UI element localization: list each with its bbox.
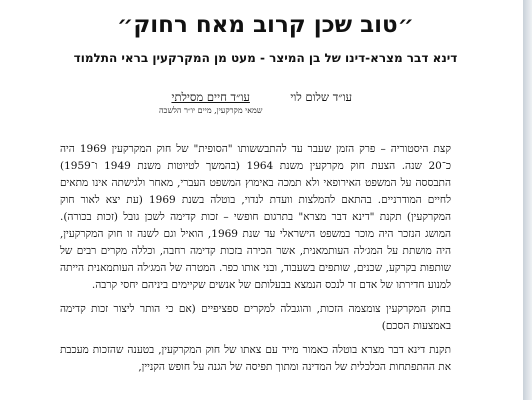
paragraph-1: קצת היסטוריה – פרק הזמן שעבר עד להתבששותו "הסופית" של חוק המקרקעין 1969 היה כ־20 שנה. הצעת חוק מקרקעין משנת 1964 (בהמשך לטיוטות משנת 1949 ו־1959) התבססה על המשפט האירופאי ולא תמכה באימוץ המשפט העברי, מאחר ולגישתה אינו מתאים לחיים המודרניים. בהתאם להמלצות וועדת לנדוי, בוטלה בשנת 1969 (עת יצא לאור חוק המקרקעין) תקנת "דינא דבר מצרא" בתרגום חופשי – זכות קדימה לשכן גובל (זכות בכורה). המושג הנזכר היה מוכר במשפט הישראלי עד שנת 1969, הואיל וגם לשנה זו חוק המקרקעין, היה מושתת על המג׳לה העותמאנית, אשר הכירה בזכות קדימה רחבה, וכללה מקרים רבים של שותפות בקרקע, שכנים, שותפים בשעבוד, ובני אותו כפר. המטרה של המג׳לה העותמאנית הייתה למנוע חדירתו של אדם זר לנכס הנמצא בבעלותם של אנשים שקיימים ביניהם יחסי קרבה. [60,143,452,291]
author-2 [159,90,262,115]
author-2-name: עו״ד חיים מסילתי [171,90,250,104]
paragraph-3: תקנת דינא דבר מצרא בוטלה כאמור מייד עם צאתו של חוק המקרקעין, בטענה שהזכות מעכבת את ההתפתחות הכלכלית של המדינה ומתוך תפיסה של הגנה על חופש הקניין, [60,344,451,373]
page-title: ״טוב שכן קרוב מאח רחוק״ [117,12,414,38]
article-body [60,141,451,376]
viewer-edge [523,0,532,400]
author-1-name: עו״ד שלום לוי [290,90,353,104]
page-subtitle: דינא דבר מצרא-דינו של בן המיצר - מעט מן המקרקעין בראי התלמוד [73,51,458,65]
author-2-role: שמאי מקרקעין, מיים יו״ר הלשכה [158,106,263,115]
author-1 [290,90,352,115]
paragraph-2: בחוק המקרקעין צומצמה הזכות, והוגבלה למקרים ספציפיים (אם כי הותר ליצור זכות קדימה באמצעות הסכם) [60,303,451,332]
authors-block [60,90,451,115]
